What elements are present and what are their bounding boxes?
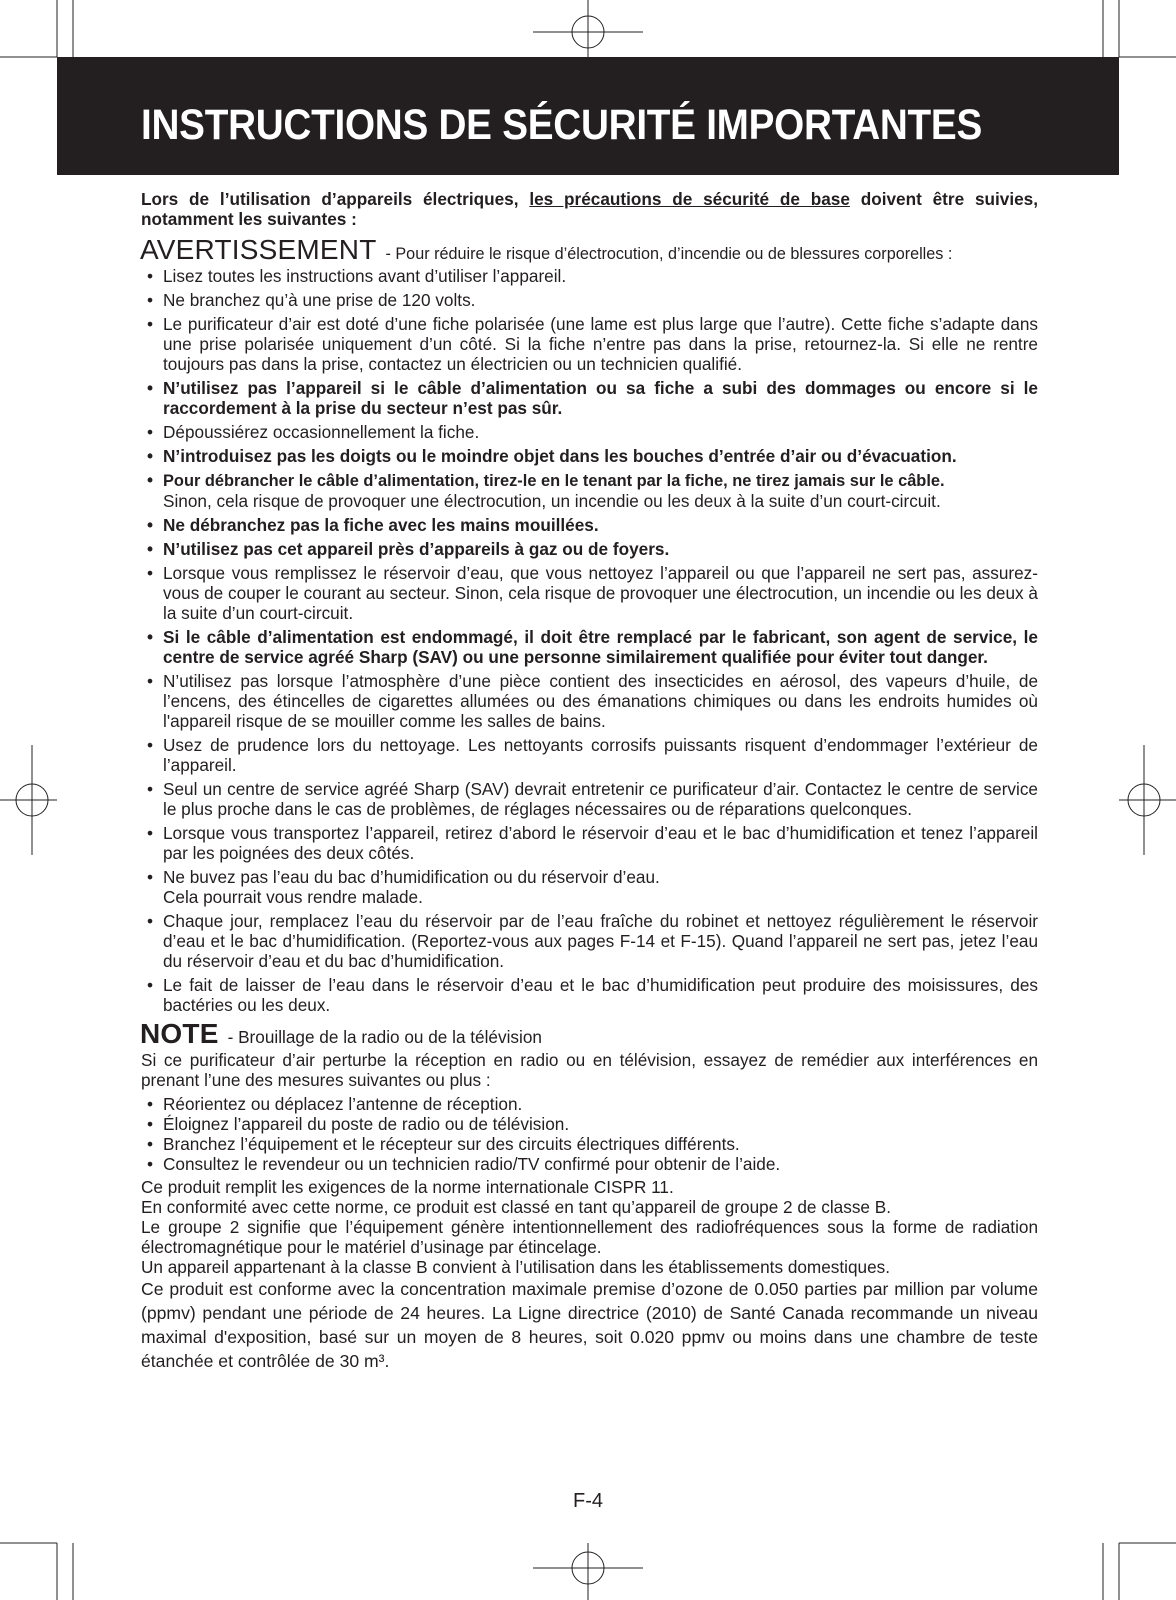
title-banner <box>57 57 1119 175</box>
warning-subheading: - Pour réduire le risque d’électrocution, d’incendie ou de blessures corporelles : <box>385 245 953 263</box>
list-item: • Dépoussiérez occasionnellement la fiche. <box>141 422 1038 442</box>
list-item: • Chaque jour, remplacez l’eau du réservoir par de l’eau fraîche du robinet et nettoyez régulièrement le réservoir d’eau et le bac d’humidification. (Reportez-vous aux pages F-14 et F-15). Quand l’appareil ne sert pas, jetez l’eau du réservoir d’eau et du bac d’humidification. <box>141 911 1038 971</box>
page-title: INSTRUCTIONS DE SÉCURITÉ IMPORTANTES <box>141 101 983 149</box>
list-item: • Le purificateur d’air est doté d’une fiche polarisée (une lame est plus large que l’autre). Cette fiche s’adapte dans une prise polarisée uniquement d’un côté. Si la fiche n’entre pas dans la prise, retournez-la. Si elle ne rentre toujours pas dans la prise, contactez un électricien ou un technicien qualifié. <box>141 314 1038 374</box>
list-item-text: Pour débrancher le câble d’alimentation, tirez-le en le tenant par la fiche, ne tirez jamais sur le câble. <box>163 472 945 490</box>
list-item: • Usez de prudence lors du nettoyage. Les nettoyants corrosifs puissants risquent d’endommager l’extérieur de l’appareil. <box>141 735 1038 775</box>
list-item: • Lorsque vous remplissez le réservoir d’eau, que vous nettoyez l’appareil ou que l’appareil ne sert pas, assurez-vous de couper le courant au secteur. Sinon, cela risque de provoquer une électrocution, un incendie ou les deux à la suite d’un court-circuit. <box>141 563 1038 623</box>
note-heading-row <box>140 1019 1038 1049</box>
note-heading: NOTE <box>140 1018 219 1049</box>
cispr-line: Le groupe 2 signifie que l’équipement génère intentionnellement des radiofréquences sous la forme de radiation électromagnétique pour le matériel d’usinage par étincelage. <box>141 1217 1038 1257</box>
list-item: • Consultez le revendeur ou un technicien radio/TV confirmé pour obtenir de l’aide. <box>141 1154 1038 1174</box>
ozone-paragraph: Ce produit est conforme avec la concentration maximale premise d’ozone de 0.050 parties par million par volume (ppmv) pendant une période de 24 heures. La Ligne directrice (2010) de Santé Canada recommande un niveau maximal d'exposition, basé sur un moyen de 8 heures, soit 0.020 ppmv ou moins dans une chambre de teste étanchée et contrôlée de 30 m³. <box>141 1279 1038 1371</box>
warning-list <box>141 266 1038 1015</box>
list-item <box>141 470 1038 511</box>
list-item: • Ne débranchez pas la fiche avec les mains mouillées. <box>141 515 1038 535</box>
main-content <box>141 189 1038 1373</box>
list-item: • Branchez l’équipement et le récepteur sur des circuits électriques différents. <box>141 1134 1038 1154</box>
list-item: • Éloignez l’appareil du poste de radio ou de télévision. <box>141 1114 1038 1134</box>
list-item: • N’utilisez pas l’appareil si le câble d’alimentation ou sa fiche a subi des dommages ou encore si le raccordement à la prise du secteur n’est pas sûr. <box>141 378 1038 418</box>
list-item: • Le fait de laisser de l’eau dans le réservoir d’eau et le bac d’humidification peut produire des moisissures, des bactéries ou les deux. <box>141 975 1038 1015</box>
cispr-line: En conformité avec cette norme, ce produit est classé en tant qu’appareil de groupe 2 de classe B. <box>141 1197 891 1217</box>
warning-heading-row <box>140 235 1038 265</box>
list-item: • Ne branchez qu’à une prise de 120 volts. <box>141 290 1038 310</box>
list-item: • Lorsque vous transportez l’appareil, retirez d’abord le réservoir d’eau et le bac d’humidification et tenez l’appareil par les poignées des deux côtés. <box>141 823 1038 863</box>
list-item-text: Ne buvez pas l’eau du bac d’humidification ou du réservoir d’eau. <box>163 867 660 887</box>
intro-text-before: Lors de l’utilisation d’appareils électriques, <box>141 189 530 209</box>
cispr-block <box>141 1177 1038 1277</box>
intro-text-after: doivent être suivies, notamment les suivantes : <box>141 189 1039 229</box>
list-item: • N’utilisez pas cet appareil près d’appareils à gaz ou de foyers. <box>141 539 1038 559</box>
list-item: • Réorientez ou déplacez l’antenne de réception. <box>141 1094 1038 1114</box>
list-item: • N’utilisez pas lorsque l’atmosphère d’une pièce contient des insecticides en aérosol, des vapeurs d’huile, de l’encens, des étincelles de cigarettes allumées ou des émanations chimiques ou dans les endroits humides où l'appareil risque de se mouiller comme les salles de bains. <box>141 671 1038 731</box>
intro-paragraph <box>141 189 1038 229</box>
note-intro: Si ce purificateur d’air perturbe la réception en radio ou en télévision, essayez de remédier aux interférences en prenant l’une des mesures suivantes ou plus : <box>141 1050 1038 1090</box>
list-item-continuation: Cela pourrait vous rendre malade. <box>163 887 423 907</box>
note-list <box>141 1094 1038 1174</box>
list-item-continuation: Sinon, cela risque de provoquer une électrocution, un incendie ou les deux à la suite d’un court-circuit. <box>163 491 941 511</box>
page-number: F-4 <box>573 1490 603 1512</box>
list-item <box>141 867 1038 907</box>
cispr-line: Ce produit remplit les exigences de la norme internationale CISPR 11. <box>141 1177 674 1197</box>
list-item: • N’introduisez pas les doigts ou le moindre objet dans les bouches d’entrée d’air ou d’évacuation. <box>141 446 1038 466</box>
note-subheading: - Brouillage de la radio ou de la télévision <box>227 1027 542 1047</box>
list-item: • Si le câble d’alimentation est endommagé, il doit être remplacé par le fabricant, son agent de service, le centre de service agréé Sharp (SAV) ou une personne similairement qualifiée pour éviter tout danger. <box>141 627 1038 667</box>
intro-underlined: les précautions de sécurité de base <box>529 189 850 209</box>
warning-heading: AVERTISSEMENT <box>140 234 377 265</box>
list-item: • Seul un centre de service agréé Sharp (SAV) devrait entretenir ce purificateur d’air. Contactez le centre de service le plus proche dans le cas de problèmes, de réglages nécessaires ou de réparations quelconques. <box>141 779 1038 819</box>
list-item: • Lisez toutes les instructions avant d’utiliser l’appareil. <box>141 266 1038 286</box>
cispr-line: Un appareil appartenant à la classe B convient à l’utilisation dans les établissements domestiques. <box>141 1257 891 1277</box>
